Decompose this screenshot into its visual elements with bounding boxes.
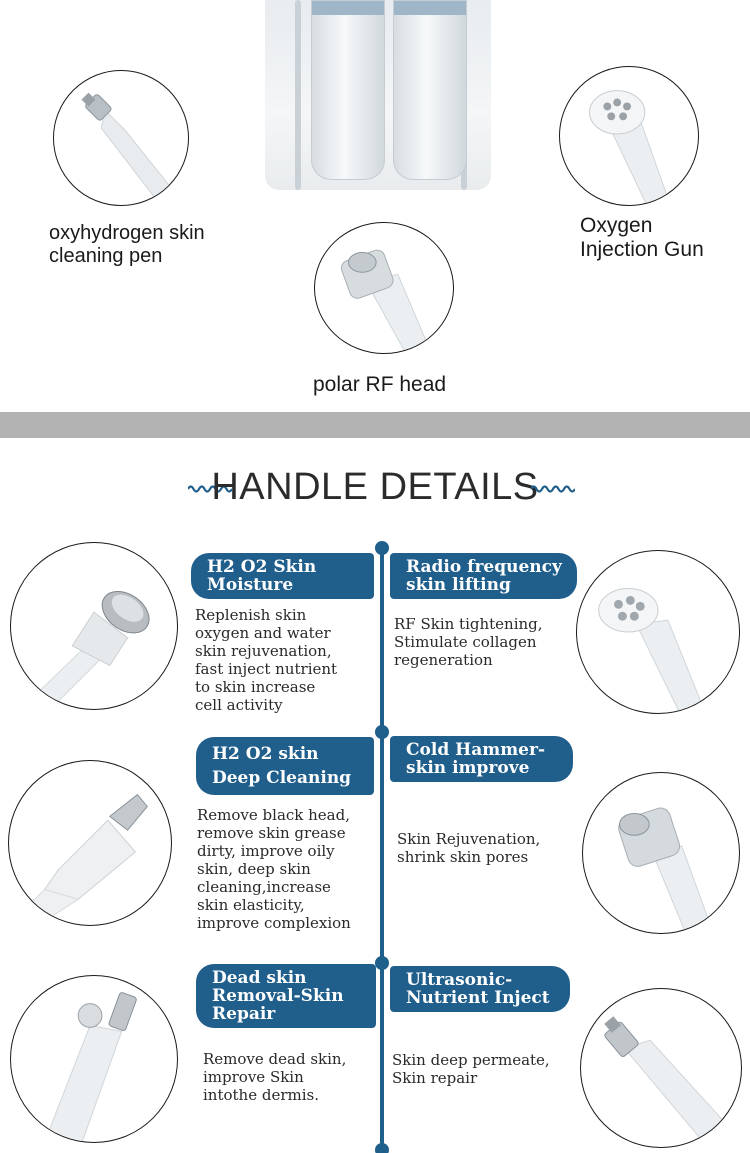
handle-title-cold-hammer: Cold Hammer- skin improve [390,736,573,782]
oxyhydrogen-pen-image [53,70,189,206]
handle-desc-cold-hammer: Skin Rejuvenation, shrink skin pores [397,830,541,866]
h2o2-moisture-handle-image [10,542,178,710]
cold-hammer-handle-image [582,772,740,934]
wave-ornament-right [531,484,575,494]
handle-title-ultrasonic: Ultrasonic- Nutrient Inject [390,966,570,1012]
machine-photo [265,0,491,190]
handle-title-rf-lifting: Radio frequency skin lifting [390,553,577,599]
oxyhydrogen-pen-label: oxyhydrogen skin cleaning pen [49,222,205,267]
polar-rf-head-image [314,222,454,354]
handle-desc-dead-skin-removal: Remove dead skin, improve Skin intothe dermis. [203,1050,347,1104]
oxygen-gun-image [559,66,699,206]
handle-desc-ultrasonic: Skin deep permeate, Skin repair [392,1051,550,1087]
handle-title-deep-cleaning: H2 O2 skin Deep Cleaning [196,737,374,795]
polar-rf-head-label: polar RF head [313,373,447,396]
rf-lifting-handle-image [576,550,740,714]
water-bottle-left [311,0,385,180]
device-overview [0,0,750,412]
handle-title-h2o2-moisture: H2 O2 Skin Moisture [191,553,374,599]
timeline-dot [375,1143,389,1153]
handle-desc-h2o2-moisture: Replenish skin oxygen and water skin rejuvenation, fast inject nutrient to skin increase cell activity [195,606,338,714]
dead-skin-removal-handle-image [10,975,178,1143]
deep-cleaning-handle-image [8,760,172,926]
section-title: HANDLE DETAILS [211,466,539,508]
section-divider [0,412,750,438]
handle-title-dead-skin-removal: Dead skin Removal-Skin Repair [196,964,376,1028]
handle-desc-rf-lifting: RF Skin tightening, Stimulate collagen regeneration [394,615,543,669]
timeline-dot [375,956,389,970]
handle-desc-deep-cleaning: Remove black head, remove skin grease dirty, improve oily skin, deep skin cleaning,increase skin elasticity, improve complexion [197,806,351,932]
timeline-line [380,545,384,1153]
ultrasonic-handle-image [580,988,742,1148]
water-bottle-right [393,0,467,180]
oxygen-gun-label: Oxygen Injection Gun [580,214,704,262]
timeline-dot [375,541,389,555]
timeline-dot [375,725,389,739]
